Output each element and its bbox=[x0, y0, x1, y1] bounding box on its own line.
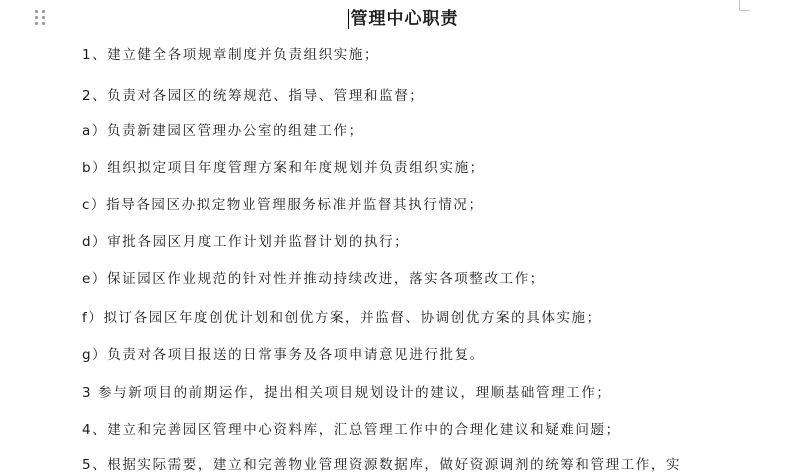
title-row bbox=[0, 6, 806, 32]
paragraph-b[interactable]: b）组织拟定项目年度管理方案和年度规划并负责组织实施； bbox=[82, 160, 485, 176]
paragraph-f[interactable]: f）拟订各园区年度创优计划和创优方案，并监督、协调创优方案的具体实施； bbox=[82, 310, 602, 326]
paragraph-e[interactable]: e）保证园区作业规范的针对性并推动持续改进，落实各项整改工作； bbox=[82, 271, 545, 287]
paragraph-1[interactable]: 1、建立健全各项规章制度并负责组织实施； bbox=[82, 47, 380, 63]
paragraph-a[interactable]: a）负责新建园区管理办公室的组建工作； bbox=[82, 123, 364, 139]
document-title-text: 管理中心职责 bbox=[350, 9, 459, 29]
text-cursor bbox=[348, 9, 349, 29]
paragraph-4[interactable]: 4、建立和完善园区管理中心资料库，汇总管理工作中的合理化建议和疑难问题； bbox=[82, 422, 621, 438]
paragraph-5[interactable]: 5、根据实际需要，建立和完善物业管理资源数据库，做好资源调剂的统筹和管理工作，实 bbox=[82, 457, 682, 473]
paragraph-d[interactable]: d）审批各园区月度工作计划并监督计划的执行； bbox=[82, 234, 410, 250]
paragraph-g[interactable]: g）负责对各项目报送的日常事务及各项申请意见进行批复。 bbox=[82, 347, 485, 363]
paragraph-c[interactable]: c）指导各园区办拟定物业管理服务标准并监督其执行情况； bbox=[82, 197, 484, 213]
paragraph-2[interactable]: 2、负责对各园区的统筹规范、指导、管理和监督； bbox=[82, 88, 425, 104]
paragraph-3[interactable]: 3 参与新项目的前期运作，提出相关项目规划设计的建议，理顺基础管理工作； bbox=[82, 385, 612, 401]
document-title[interactable] bbox=[348, 6, 459, 32]
